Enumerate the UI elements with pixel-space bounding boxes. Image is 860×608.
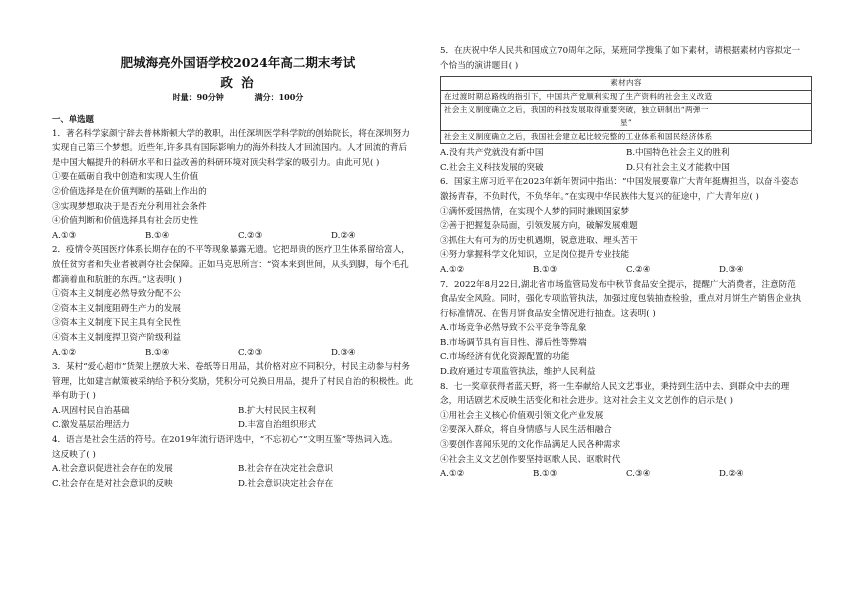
option-d[interactable]: D.只有社会主义才能救中国 — [626, 162, 730, 173]
answer-options — [52, 404, 424, 419]
material-row-continued: 星” — [441, 117, 811, 131]
statement-item: ④价值判断和价值选择具有社会历史性 — [52, 216, 199, 227]
answer-options — [440, 263, 812, 278]
material-row: 社会主义制度确立之后，我国的科技发展取得重要突破，独立研制出“两弹一 — [444, 105, 709, 115]
option-b[interactable]: B.①③ — [533, 469, 558, 480]
option-c[interactable]: C.②③ — [238, 230, 263, 241]
answer-options — [440, 467, 812, 482]
question-stem-line: 举有助于( ) — [52, 391, 96, 402]
answer-options — [52, 418, 424, 433]
option-c[interactable]: C.社会主义科技发展的突破 — [440, 162, 544, 173]
question-stem-line: 7．2022年8月22日,湖北省市场监管局发布中秋节食品安全提示，提醒广大消费者，注意防范 — [440, 279, 796, 290]
option-a[interactable]: A.①② — [52, 347, 77, 358]
right-column — [440, 44, 812, 482]
option-b[interactable]: B.社会存在决定社会意识 — [238, 464, 333, 475]
option-a[interactable]: A.①② — [440, 264, 465, 275]
full-score: 满分：100分 — [254, 92, 304, 102]
question-stem-line: 食品安全风险。同时，强化专项监管执法，加强过度包装抽查检验，重点对月饼生产销售企业执 — [440, 294, 801, 305]
option-c[interactable]: C.②④ — [626, 264, 651, 275]
material-row: 在过渡时期总路线的指引下，中国共产党顺利实现了生产资料的社会主义改造 — [441, 91, 811, 105]
material-table-header: 素材内容 — [441, 77, 811, 91]
option-d[interactable]: D.政府通过专项监管执法，维护人民利益 — [440, 367, 596, 378]
subject-title: 政 治 — [220, 75, 256, 90]
question-stem-line: 8．七一奖章获得者蓝天野，将一生奉献给人民文艺事业，秉持到生活中去、到群众中去的理 — [440, 381, 790, 392]
question-3 — [52, 360, 424, 433]
option-a[interactable]: A.①② — [440, 469, 465, 480]
statement-item: ③抓住大有可为的历史机遇期，锐意进取、埋头苦干 — [440, 235, 638, 246]
question-stem-line: 6．国家主席习近平在2023年新年贺词中指出：“中国发展要靠广大青年挺膺担当，以奋斗姿态 — [440, 177, 799, 188]
question-stem-line: 5．在庆祝中华人民共和国成立70周年之际，某班同学搜集了如下素材，请根据素材内容拟定一 — [440, 46, 801, 56]
statement-item: ①资本主义制度必然导致分配不公 — [52, 289, 181, 300]
statement-item: ②价值选择是在价值判断的基础上作出的 — [52, 186, 207, 197]
question-stem-line: 放任贫穷者和失业者被剥夺社会保障。正如马克思所言：“资本来到世间，从头到脚，每个毛孔 — [52, 259, 409, 270]
answer-options — [52, 477, 424, 492]
question-4 — [52, 433, 424, 491]
option-b[interactable]: B.市场调节具有盲目性、滞后性等弊端 — [440, 337, 587, 348]
option-a[interactable]: A.市场竞争必然导致不公平竞争等乱象 — [440, 323, 587, 334]
answer-options — [52, 462, 424, 477]
question-stem-line: 激扬青春，不负时代，不负华年。”在实现中华民族伟大复兴的征途中，广大青年应( ) — [440, 191, 759, 202]
statement-item: ②要深入群众，将自身情感与人民生活相融合 — [440, 425, 612, 436]
option-b[interactable]: B.扩大村民民主权利 — [238, 405, 316, 416]
option-c[interactable]: C.社会存在是对社会意识的反映 — [52, 478, 173, 489]
question-stem-line: 3．某村“爱心超市”货架上摆放大米、卷纸等日用品，其价格对应不同积分，村民主动参与村务 — [52, 362, 411, 373]
option-a[interactable]: A.巩固村民自治基础 — [52, 405, 130, 416]
material-row: 社会主义制度确立之后，我国社会建立起比较完整的工业体系和国民经济体系 — [444, 131, 713, 141]
statement-item: ①用社会主义核心价值观引领文化产业发展 — [440, 410, 604, 421]
statement-item: ①要在砥砺自我中创造和实现人生价值 — [52, 172, 199, 183]
answer-options — [440, 161, 812, 176]
option-c[interactable]: C.②③ — [238, 347, 263, 358]
option-d[interactable]: D.③④ — [331, 347, 356, 358]
statement-item: ④资本主义制度捍卫资产阶级利益 — [52, 332, 181, 343]
statement-item: ①满怀爱国热情，在实现个人梦的同时兼顾国家梦 — [440, 206, 630, 217]
statement-item: ③资本主义制度下民主具有全民性 — [52, 318, 181, 329]
answer-options — [440, 146, 812, 161]
question-5 — [440, 44, 812, 175]
statement-item: ②善于把握复杂局面，引领发展方向，破解发展难题 — [440, 221, 638, 232]
exam-meta — [52, 92, 424, 103]
statement-item: ④努力掌握科学文化知识，立足岗位提升专业技能 — [440, 250, 630, 261]
option-b[interactable]: B.①③ — [533, 264, 558, 275]
question-7 — [440, 278, 812, 380]
question-8 — [440, 380, 812, 482]
time-limit: 时量：90分钟 — [172, 92, 224, 102]
question-stem-line: 这反映了( ) — [52, 449, 96, 460]
left-column — [52, 112, 424, 491]
statement-item: ③实现梦想取决于是否充分利用社会条件 — [52, 201, 207, 212]
option-a[interactable]: A.社会意识促进社会存在的发展 — [52, 464, 173, 475]
exam-title: 肥城海亮外国语学校2024年高二期末考试 — [120, 55, 356, 70]
question-stem-line: 实现自己第三个梦想。近些年,许多具有国际影响力的海外科技人才回流国内。人才回流的背后 — [52, 143, 408, 154]
option-a[interactable]: A.没有共产党就没有新中国 — [440, 148, 544, 159]
question-stem-line: 行标准情况、在售月饼食品安全情况进行抽查。这表明( ) — [440, 308, 656, 319]
statement-item: ③要创作喜闻乐见的文化作品满足人民各种需求 — [440, 440, 621, 451]
question-1 — [52, 127, 424, 244]
option-c[interactable]: C.市场经济有优化资源配置的功能 — [440, 352, 570, 363]
question-stem-line: 1．著名科学家颜宁辞去普林斯顿大学的教职，出任深圳医学科学院的创始院长，将在深圳努力 — [52, 128, 410, 139]
answer-options — [52, 229, 424, 244]
question-stem-line: 2．疫情令英国医疗体系长期存在的不平等现象暴露无遗。它把昂贵的医疗卫生体系留给富人， — [52, 245, 410, 256]
question-stem-line: 个恰当的演讲题目( ) — [440, 60, 519, 71]
question-stem-line: 是中国大幅提升的科研水平和日益改善的科研环境对顶尖科学家的吸引力。由此可见( ) — [52, 157, 380, 168]
option-d[interactable]: D.丰富自治组织形式 — [238, 420, 317, 431]
option-d[interactable]: D.②④ — [331, 230, 356, 241]
question-stem-line: 4．语言是社会生活的符号。在2019年流行语评选中，“不忘初心”“文明互鉴”等热词入选。 — [52, 435, 398, 446]
statement-item: ④社会主义文艺创作要坚持讴歌人民、讴歌时代 — [440, 454, 621, 465]
question-6 — [440, 175, 812, 277]
option-b[interactable]: B.①④ — [145, 347, 170, 358]
option-c[interactable]: C.激发基层治理活力 — [52, 420, 130, 431]
statement-item: ②资本主义制度阻碍生产力的发展 — [52, 303, 181, 314]
question-2 — [52, 243, 424, 360]
option-d[interactable]: D.社会意识决定社会存在 — [238, 478, 334, 489]
question-stem-line: 念，用话剧艺术反映生活变化和社会进步。这对社会主义文艺创作的启示是( ) — [440, 396, 734, 407]
option-c[interactable]: C.③④ — [626, 469, 651, 480]
material-table — [440, 76, 812, 144]
question-stem-line: 管理，比如建言献策被采纳给予积分奖励，凭积分可兑换日用品，提升了村民自治的积极性。此 — [52, 376, 413, 387]
answer-options — [52, 346, 424, 361]
question-stem-line: 都滴着血和肮脏的东西。”这表明( ) — [52, 274, 182, 285]
option-b[interactable]: B.中国特色社会主义的胜利 — [626, 148, 730, 159]
option-d[interactable]: D.③④ — [719, 264, 744, 275]
option-b[interactable]: B.①④ — [145, 230, 170, 241]
option-a[interactable]: A.①③ — [52, 230, 77, 241]
option-d[interactable]: D.②④ — [719, 469, 744, 480]
section-heading: 一、单选题 — [52, 114, 94, 124]
